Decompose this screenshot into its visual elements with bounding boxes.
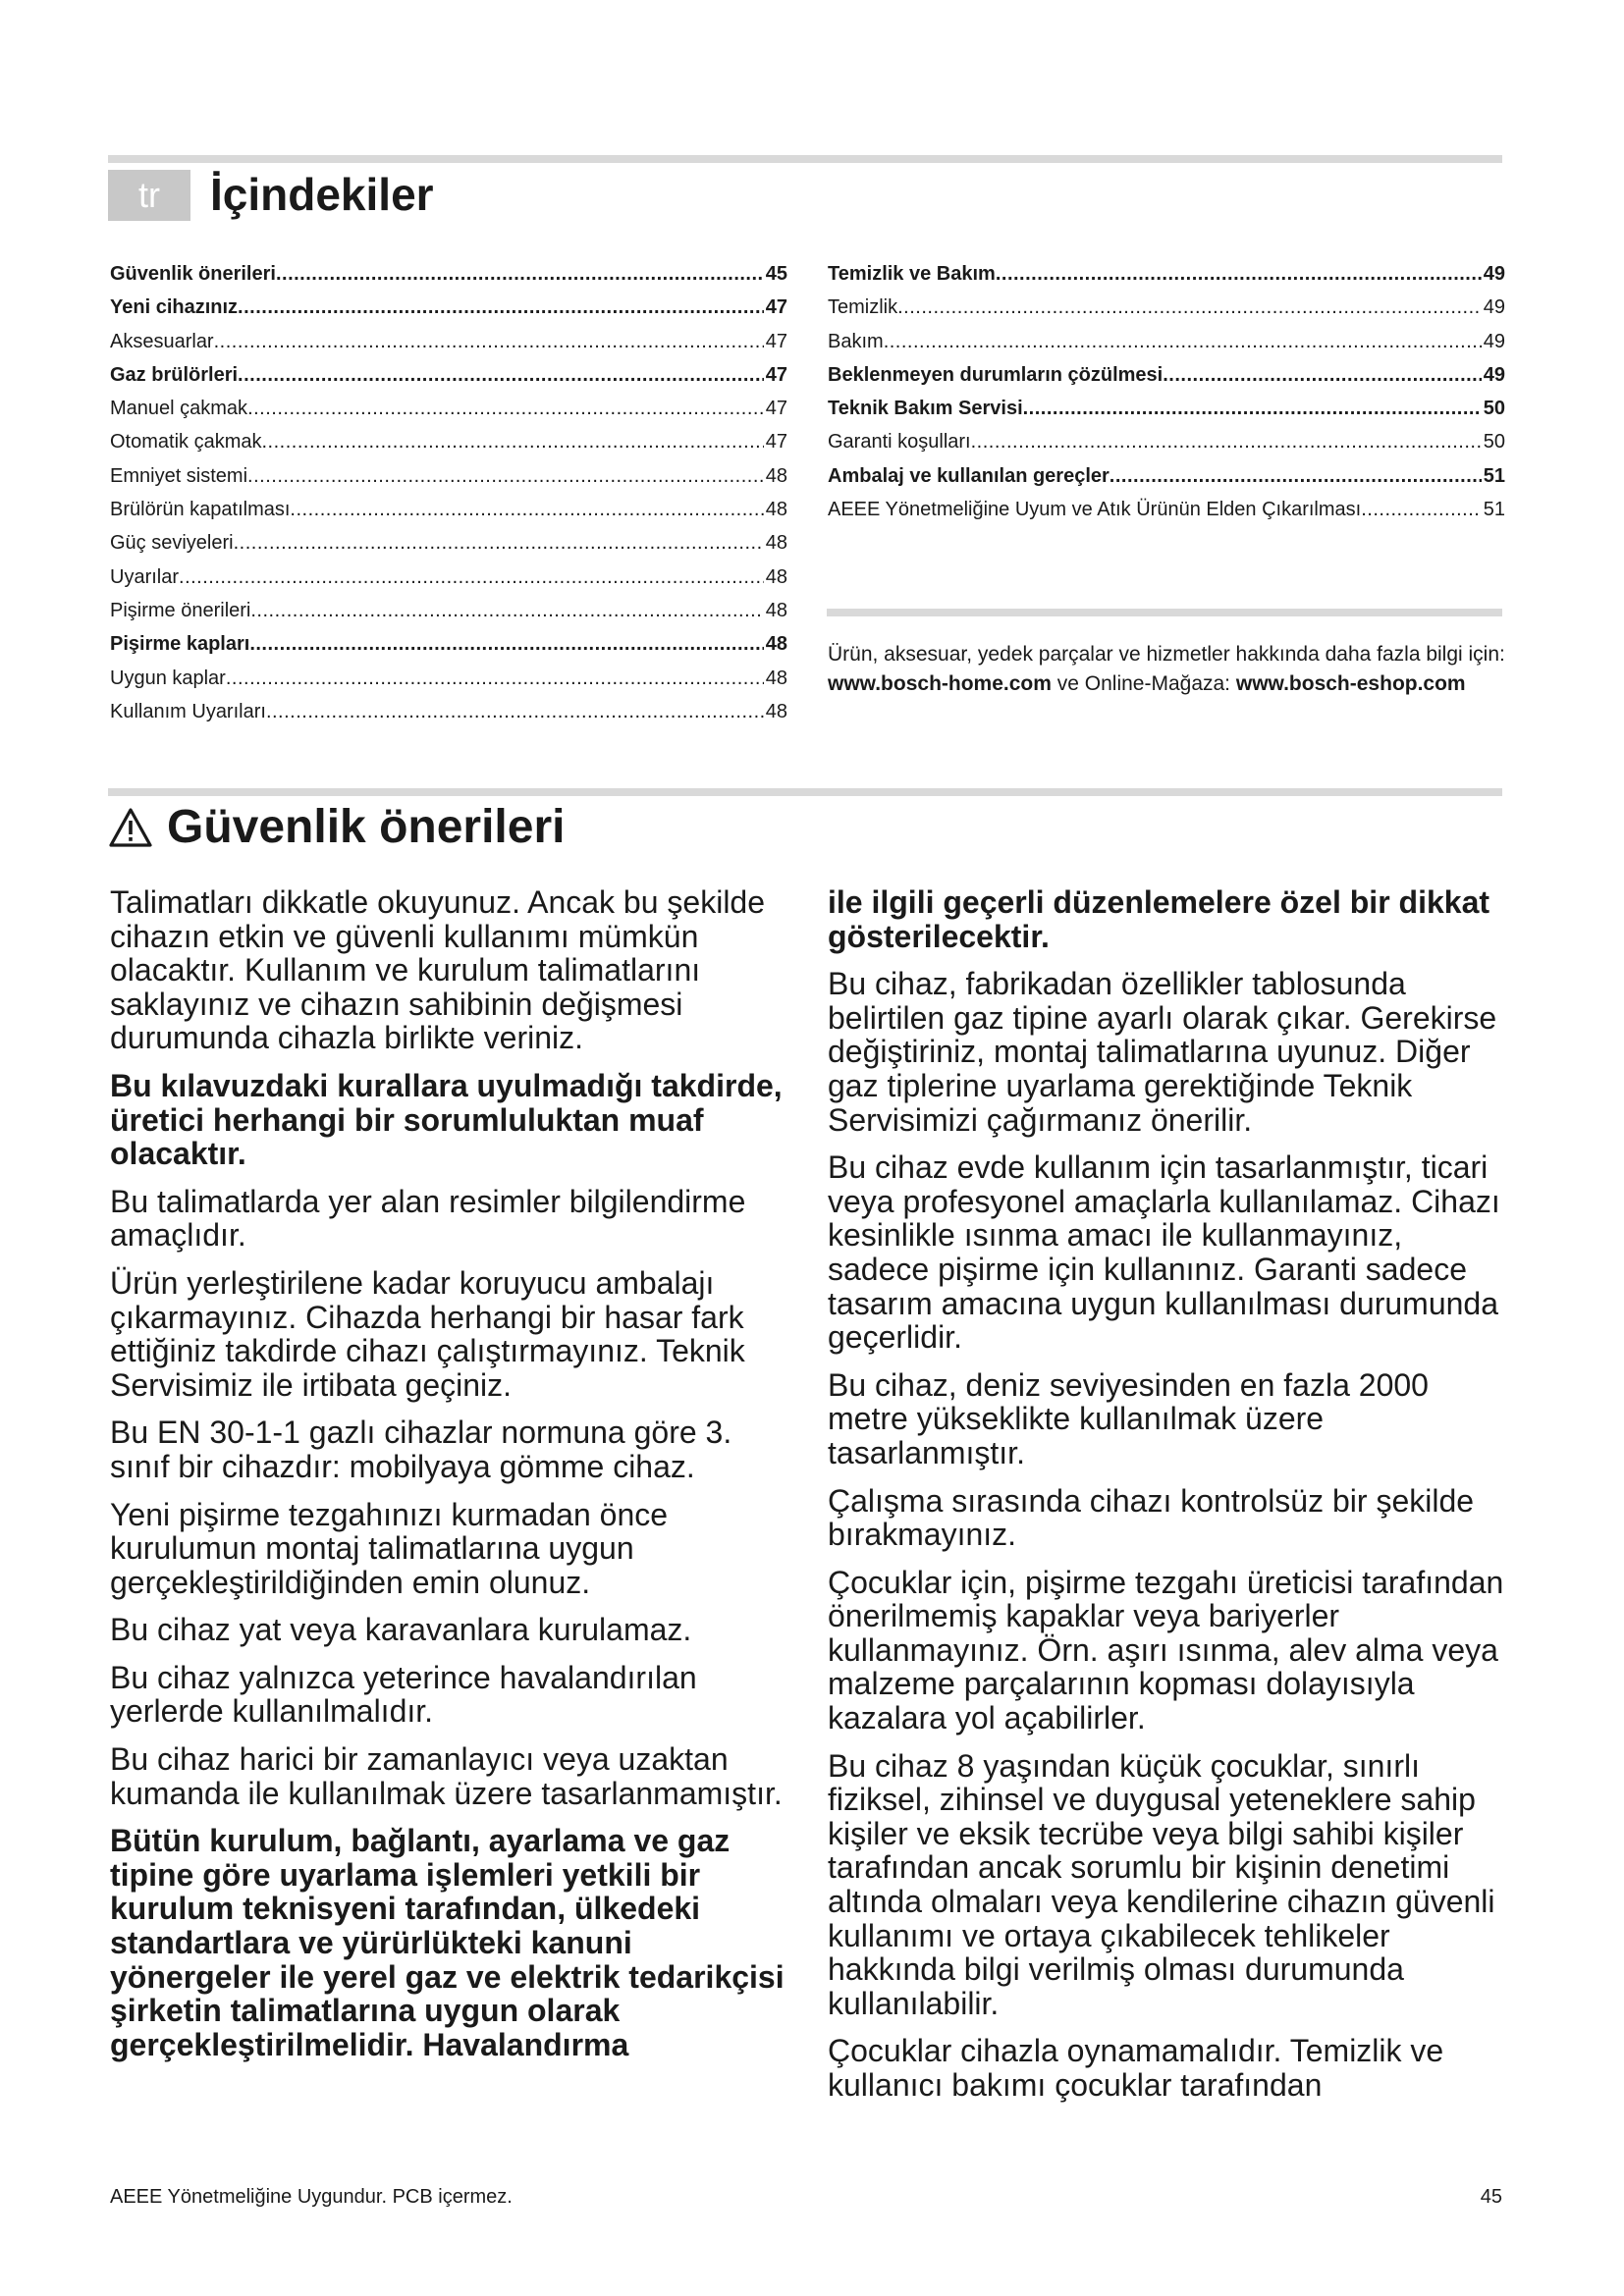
safety-paragraph: Bu cihaz, deniz seviyesinden en fazla 2000 metre yükseklikte kullanılmak üzere tasarlanmıştır. (828, 1366, 1429, 1470)
language-badge: tr (108, 170, 190, 221)
top-rule (108, 155, 1502, 163)
safety-paragraph: Bu cihaz evde kullanım için tasarlanmıştır, ticari veya profesyonel amaçlarla kullanılamaz. Cihazı kesinlikle ısınma amacı ile kullanmayınız, sadece pişirme için kullanınız. Garanti sadece tasarım amacına uygun kullanılması durumunda geçerlidir. (828, 1149, 1500, 1356)
safety-left-column (110, 885, 787, 2075)
toc-entry[interactable] (110, 358, 787, 392)
toc-entry-page: 49 (1483, 363, 1505, 386)
toc-leader-dots (234, 526, 764, 560)
toc-entry-label: Beklenmeyen durumların çözülmesi (828, 363, 1164, 386)
toc-entry-label: Garanti koşulları (828, 431, 971, 454)
safety-paragraph: Yeni pişirme tezgahınızı kurmadan önce kurulumun montaj talimatlarına uygun gerçekleştirildiğinden emin olunuz. (110, 1496, 669, 1600)
toc-entry-label: Bakım (828, 330, 884, 352)
toc-entry-page: 47 (765, 431, 787, 454)
safety-paragraph: Bu talimatlarda yer alan resimler bilgilendirme amaçlıdır. (110, 1183, 746, 1254)
toc-entry-label: Brülörün kapatılması (110, 499, 291, 521)
toc-entry-page: 48 (765, 499, 787, 521)
section-title-text: Güvenlik önerileri (167, 801, 566, 853)
toc-entry[interactable] (110, 392, 787, 425)
toc-leader-dots (1163, 358, 1482, 392)
toc-entry[interactable] (828, 325, 1505, 358)
toc-entry-label: Temizlik ve Bakım (828, 263, 996, 285)
toc-entry-label: Pişirme önerileri (110, 599, 251, 621)
toc-entry[interactable] (828, 493, 1505, 526)
warning-triangle-icon (108, 807, 153, 848)
toc-entry-page: 47 (765, 296, 787, 319)
toc-leader-dots (214, 325, 764, 358)
toc-entry-page: 48 (765, 599, 787, 621)
toc-entry-label: Aksesuarlar (110, 330, 214, 352)
footer-note: AEEE Yönetmeliğine Uygundur. PCB içermez. (110, 2186, 513, 2208)
safety-paragraph: Bu cihaz harici bir zamanlayıcı veya uzaktan kumanda ile kullanılmak üzere tasarlanmamıştır. (110, 1741, 783, 1811)
toc-right-column (828, 257, 1505, 526)
safety-right-column (828, 885, 1505, 2116)
toc-entry[interactable] (828, 392, 1505, 425)
toc-leader-dots (996, 257, 1482, 291)
toc-entry-label: Manuel çakmak (110, 398, 248, 420)
toc-leader-dots (290, 493, 763, 526)
section-title (108, 793, 565, 862)
safety-paragraph: Bu EN 30-1-1 gazlı cihazlar normuna göre 3. sınıf bir cihazdır: mobilyaya gömme cihaz. (110, 1415, 732, 1484)
toc-leader-dots (247, 392, 764, 425)
toc-entry-label: Temizlik (828, 296, 898, 319)
safety-paragraph: Çocuklar cihazla oynamamalıdır. Temizlik ve kullanıcı bakımı çocuklar tarafından (828, 2033, 1444, 2103)
toc-entry-label: Otomatik çakmak (110, 431, 262, 454)
safety-paragraph: Ürün yerleştirilene kadar koruyucu ambalajı çıkarmayınız. Cihazda herhangi bir hasar fark ettiğiniz takdirde cihazı çalıştırmayınız. Teknik Servisimiz ile irtibata geçiniz. (110, 1264, 745, 1403)
toc-entry[interactable] (110, 662, 787, 695)
toc-entry-page: 48 (765, 464, 787, 487)
toc-left-column (110, 257, 787, 728)
toc-entry[interactable] (828, 358, 1505, 392)
toc-entry-page: 48 (765, 700, 787, 722)
toc-entry[interactable] (110, 526, 787, 560)
toc-entry[interactable] (110, 459, 787, 493)
toc-entry-page: 48 (765, 633, 787, 656)
shop-note-rule (827, 609, 1502, 616)
toc-leader-dots (250, 594, 763, 627)
bosch-home-link[interactable]: www.bosch-home.com (828, 672, 1052, 695)
safety-paragraph: Bu cihaz yat veya karavanlara kurulamaz. (110, 1612, 692, 1648)
toc-entry-label: Pişirme kapları (110, 633, 250, 656)
toc-entry[interactable] (828, 459, 1505, 493)
toc-entry-page: 50 (1483, 398, 1505, 420)
toc-entry-page: 51 (1483, 499, 1505, 521)
toc-entry[interactable] (110, 627, 787, 661)
safety-paragraph: Bu kılavuzdaki kurallara uyulmadığı takdirde, üretici herhangi bir sorumluluktan muaf olacaktır. (110, 1067, 783, 1172)
toc-entry[interactable] (110, 695, 787, 728)
safety-paragraph: Bu cihaz 8 yaşından küçük çocuklar, sınırlı fiziksel, zihinsel ve duygusal yeteneklere sahip kişiler ve eksik tecrübe veya bilgi sahibi kişiler tarafından ancak sorumlu bir kişinin denetimi altında olmaları veya kendilerine cihazın güvenli kullanımı ve ortaya çıkabilecek tehlikeler hakkında bilgi verilmiş olması durumunda kullanılabilir. (828, 1747, 1495, 2021)
toc-leader-dots (276, 257, 764, 291)
toc-leader-dots (226, 662, 764, 695)
toc-entry-page: 47 (765, 398, 787, 420)
toc-leader-dots (179, 561, 764, 594)
safety-paragraph: Bütün kurulum, bağlantı, ayarlama ve gaz tipine göre uyarlama işlemleri yetkili bir kurulum teknisyeni tarafından, ülkedeki standartlara ve yürürlükteki kanuni yönergeler ile yerel gaz ve elektrik tedarikçisi şirketin talimatlarına uygun olarak gerçekleştirilmelidir. Havalandırma (110, 1823, 785, 2062)
toc-leader-dots (971, 425, 1482, 458)
toc-leader-dots (249, 627, 763, 661)
toc-entry-page: 48 (765, 667, 787, 689)
shop-note-text-2: ve Online-Mağaza: (1051, 672, 1236, 695)
toc-entry-page: 47 (765, 363, 787, 386)
toc-leader-dots (1110, 459, 1482, 493)
safety-paragraph: Bu cihaz yalnızca yeterince havalandırılan yerlerde kullanılmalıdır. (110, 1659, 697, 1730)
toc-entry-label: Güç seviyeleri (110, 532, 234, 555)
shop-note (828, 640, 1505, 699)
toc-entry-label: Ambalaj ve kullanılan gereçler (828, 464, 1110, 487)
shop-note-text-1: Ürün, aksesuar, yedek parçalar ve hizmetler hakkında daha fazla bilgi için: (828, 643, 1505, 666)
toc-entry[interactable] (110, 561, 787, 594)
toc-entry-page: 49 (1483, 263, 1505, 285)
toc-leader-dots (238, 291, 764, 324)
toc-entry[interactable] (110, 291, 787, 324)
safety-paragraph: ile ilgili geçerli düzenlemelere özel bir dikkat gösterilecektir. (828, 884, 1490, 954)
safety-paragraph: Talimatları dikkatle okuyunuz. Ancak bu şekilde cihazın etkin ve güvenli kullanımı mümkün olacaktır. Kullanım ve kurulum talimatlarını saklayınız ve cihazın sahibinin değişmesi durumunda cihazla birlikte veriniz. (110, 884, 766, 1056)
toc-entry-page: 47 (765, 330, 787, 352)
toc-entry-label: Uyarılar (110, 565, 180, 588)
bosch-eshop-link[interactable]: www.bosch-eshop.com (1235, 672, 1466, 695)
toc-leader-dots (247, 459, 764, 493)
toc-entry-label: Güvenlik önerileri (110, 263, 276, 285)
toc-leader-dots (884, 325, 1482, 358)
toc-leader-dots (266, 695, 764, 728)
toc-leader-dots (1361, 493, 1482, 526)
toc-entry-label: Teknik Bakım Servisi (828, 398, 1023, 420)
page-number: 45 (1480, 2186, 1502, 2208)
toc-entry[interactable] (110, 594, 787, 627)
toc-leader-dots (1023, 392, 1482, 425)
toc-entry[interactable] (828, 257, 1505, 291)
safety-paragraph: Çocuklar için, pişirme tezgahı üreticisi tarafından önerilmemiş kapaklar veya bariyerler kullanmayınız. Örn. aşırı ısınma, alev alma veya malzeme parçalarının kopması dolayısıyla kazalara yol açabilirler. (828, 1564, 1504, 1736)
toc-leader-dots (261, 425, 763, 458)
toc-entry[interactable] (828, 291, 1505, 324)
toc-entry-page: 51 (1483, 464, 1505, 487)
toc-entry-label: Uygun kaplar (110, 667, 226, 689)
toc-entry-label: AEEE Yönetmeliğine Uyum ve Atık Ürünün Elden Çıkarılması (828, 499, 1362, 521)
toc-title: İçindekiler (210, 169, 434, 220)
toc-entry-label: Emniyet sistemi (110, 464, 248, 487)
toc-entry-label: Yeni cihazınız (110, 296, 239, 319)
toc-entry-page: 50 (1483, 431, 1505, 454)
toc-entry[interactable] (110, 325, 787, 358)
toc-entry-label: Kullanım Uyarıları (110, 700, 266, 722)
toc-entry-page: 45 (765, 263, 787, 285)
toc-entry[interactable] (110, 257, 787, 291)
toc-leader-dots (897, 291, 1482, 324)
toc-entry-page: 49 (1483, 296, 1505, 319)
toc-entry[interactable] (110, 425, 787, 458)
toc-entry-page: 49 (1483, 330, 1505, 352)
safety-paragraph: Çalışma sırasında cihazı kontrolsüz bir şekilde bırakmayınız. (828, 1482, 1475, 1553)
safety-paragraph: Bu cihaz, fabrikadan özellikler tablosunda belirtilen gaz tipine ayarlı olarak çıkar. Gerekirse değiştiriniz, montaj talimatlarına uyunuz. Diğer gaz tiplerine uyarlama gerektiğinde Teknik Servisimizi çağırmanız önerilir. (828, 966, 1497, 1138)
toc-entry[interactable] (110, 493, 787, 526)
toc-leader-dots (238, 358, 764, 392)
toc-entry-page: 48 (765, 565, 787, 588)
toc-entry-page: 48 (765, 532, 787, 555)
toc-entry-label: Gaz brülörleri (110, 363, 239, 386)
toc-entry[interactable] (828, 425, 1505, 458)
